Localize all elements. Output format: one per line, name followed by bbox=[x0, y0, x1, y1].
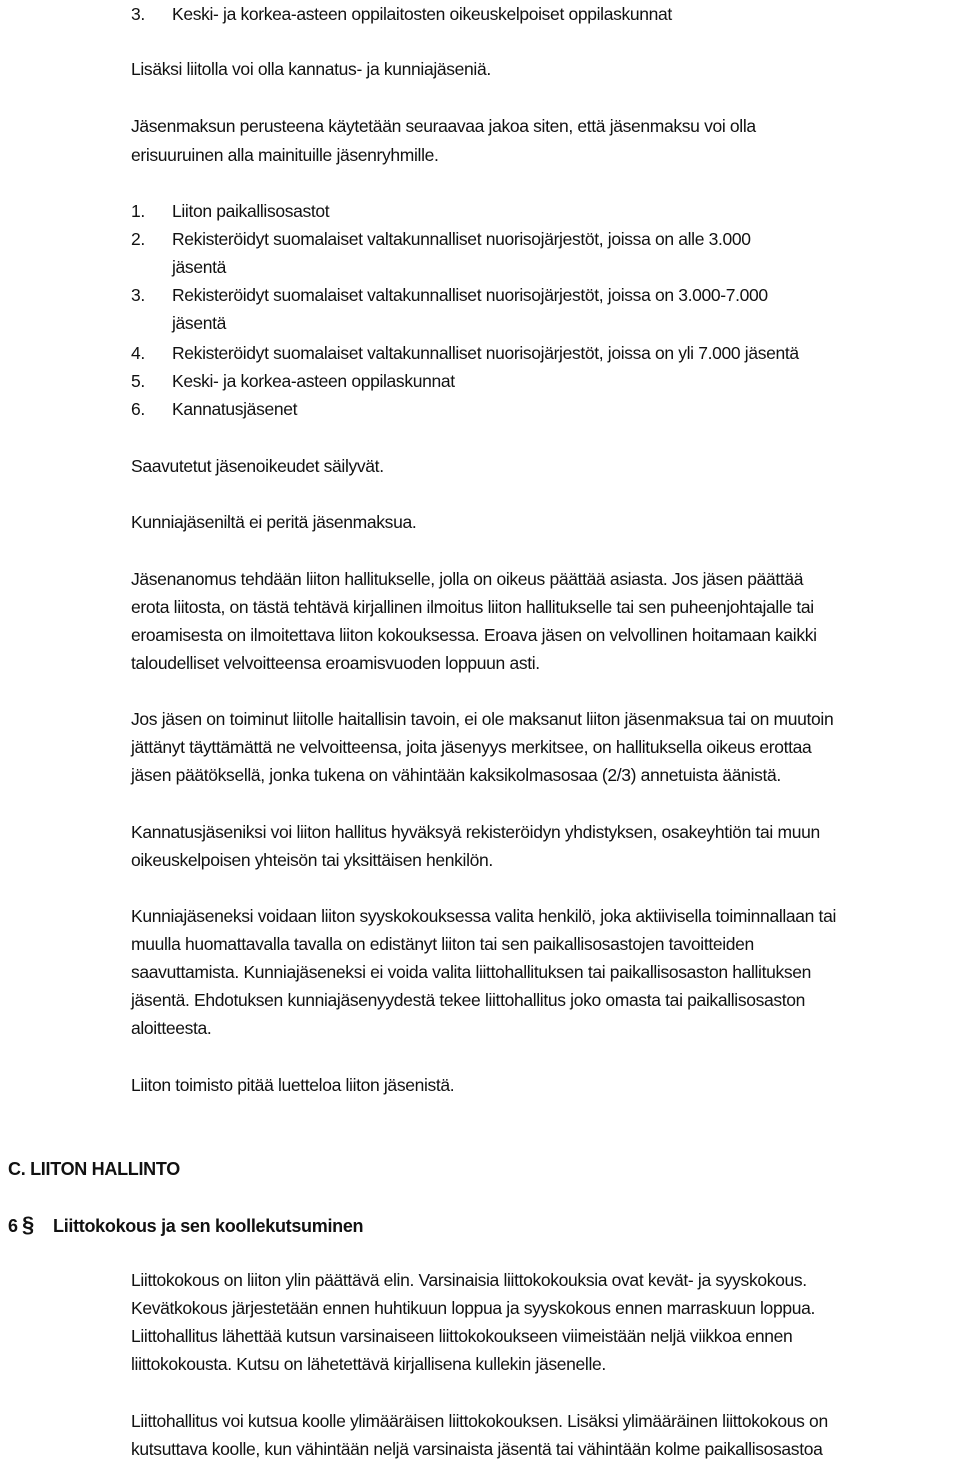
paragraph-support: Lisäksi liitolla voi olla kannatus- ja kunniajäseniä. bbox=[131, 59, 491, 79]
list-text: Keski- ja korkea-asteen oppilaitosten oikeuskelpoiset oppilaskunnat bbox=[172, 4, 672, 24]
section-title: Liittokokous ja sen koollekutsuminen bbox=[53, 1216, 364, 1236]
list-number: 3. bbox=[131, 4, 145, 24]
section-heading-c: C. LIITON HALLINTO bbox=[8, 1159, 180, 1179]
section-number: 6 bbox=[8, 1216, 18, 1236]
section-sign: § bbox=[22, 1212, 34, 1237]
paragraph-honorary-fee: Kunniajäseniltä ei peritä jäsenmaksua. bbox=[131, 512, 417, 532]
document-page: 3. Keski- ja korkea-asteen oppilaitosten oikeuskelpoiset oppilaskunnat Lisäksi liitolla voi olla kannatus- ja kunniajäseniä. Jäsenmaksun perusteena käytetään seuraavaa jakoa siten, että jäsenmaksu voi olla erisuuruinen alla mainituille jäsenryhmille. 1. Liiton paikallisosastot 2. Rekisteröidyt suomalaiset valtakunnalliset nuorisojärjestöt, joissa on alle 3.000 jäsentä 3. Rekisteröidyt suomalaiset valtakunnalliset nuorisojärjestöt, joissa on 3.000-7.000 jäsentä 4. Rekisteröidyt suomalaiset valtakunnalliset nuorisojärjestöt, joissa on yli 7.000 jäsentä 5. Keski- ja korkea-asteen oppilaskunnat 6. Kannatusjäsenet Saavutetut jäsenoikeudet säilyvät. Kunniajäseniltä ei peritä jäsenmaksua. Jäsenanomus tehdään liiton hallitukselle, jolla on oikeus päättää asiasta. Jos jäsen päättää erota liitosta, on tästä tehtävä kirjallinen ilmoitus liiton hallitukselle tai sen puheenjohtajalle tai eroamisesta on ilmoitettava liiton kokouksessa. Eroava jäsen on velvollinen hoitamaan kaikki taloudelliset velvoitteensa eroamisvuoden loppuun asti. Jos jäsen on toiminut liitolle haitallisin tavoin, ei ole maksanut liiton jäsenmaksua tai on muutoin jättänyt täyttämättä ne velvoitteensa, joita jäsenyys merkitsee, on hallituksella oikeus erottaa jäsen päätöksellä, jonka tukena on vähintään kaksikolmasosaa (2/3) annetuista äänistä. Kannatusjäseniksi voi liiton hallitus hyväksyä rekisteröidyn yhdistyksen, osakeyhtiön tai muun oikeuskelpoisen yhteisön tai yksittäisen henkilön. Kunniajäseneksi voidaan liiton syyskokouksessa valita henkilö, joka aktiivisella toiminnallaan tai muulla huomattavalla tavalla on edistänyt liiton tai sen paikallisosastojen tavoitteiden saavuttamista. Kunniajäseneksi ei voida valita liittohallituksen tai paikallisosaston hallituksen jäsentä. Ehdotuksen kunniajäsenyydestä tekee liittohallitus joko omasta tai paikallisosaston aloitteesta. Liiton toimisto pitää luetteloa liiton jäsenistä. C. LIITON HALLINTO 6 § Liittokokous ja sen koollekutsuminen Liittokokous on liiton ylin päättävä elin. Varsinaisia liittokokouksia ovat kevät- ja syyskokous. Kevätkokous järjestetään ennen huhtikuun loppua ja syyskokous ennen marraskuun loppua. Liittohallitus lähettää kutsun varsinaiseen liittokokoukseen viimeistään neljä viikkoa ennen liittokokousta. Kutsu on lähetettävä kirjallisena kullekin jäsenelle. Liittohallitus voi kutsua koolle ylimääräisen liittokokouksen. Lisäksi ylimääräinen liittokokous on kutsuttava koolle, kun vähintään neljä varsinaista jäsentä tai vähintään kolme paikallisosastoa bbox=[0, 0, 960, 1465]
paragraph-rights: Saavutetut jäsenoikeudet säilyvät. bbox=[131, 456, 384, 476]
paragraph-register: Liiton toimisto pitää luetteloa liiton jäsenistä. bbox=[131, 1075, 455, 1095]
